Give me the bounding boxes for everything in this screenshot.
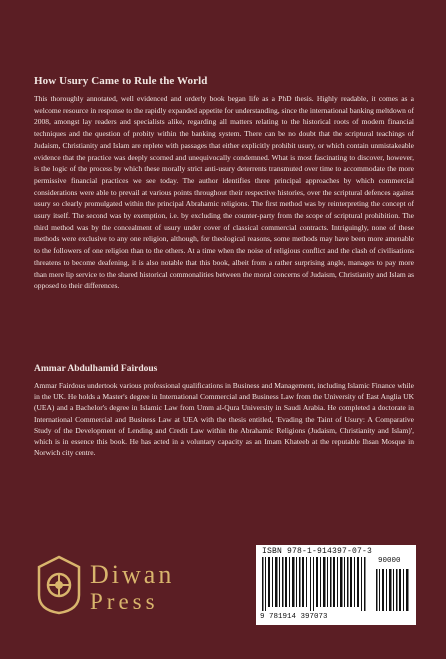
publisher-name-line1: Diwan [90,560,175,589]
author-name: Ammar Abdulhamid Fairdous [34,364,158,374]
publisher-logo [34,555,214,615]
blurb-text: This thoroughly annotated, well evidenced and orderly book began life as a PhD thesis. Highly readable, it comes as a welcome resource in response to the rapidly expanded appetite for understanding, since the international banking meltdown of 2008, amongst lay readers and specialists alike, regarding all matters relating to the historical roots of modern financial techniques and the question of probity within the banking system. There can be no doubt that the scriptural teachings of Judaism, Christianity and Islam are replete with passages that either explicitly prohibit usury, or which contain unmistakeable evidence that the practice was deeply scorned and unequivocally condemned. What is most fascinating to discover, however, is the logic of the process by which these morally strict anti-usury deterrents transmuted over time to accommodate the more permissive financial practices we see today. The author identifies three principal approaches by which commercial considerations were able to prevail at various points throughout their respective histories, over the scriptural defences against usury so clearly promulgated within the principal Abrahamic religions. The first method was by reinterpreting the concept of usury itself. The second was by exemption, i.e. by excluding the counter-party from the scope of scriptural prohibition. The third method was by the concealment of usury under cover of classical commercial contracts. Intriguingly, none of these methods were exclusive to any one religion, although, for theological reasons, some methods may have been more amenable to the followers of one religion than to the others. At a time when the noise of religious conflict and the clash of civilisations threatens to become deafening, it is also notable that this book, albeit from a rather surprising angle, manages to pay more than mere lip service to the shared historical commonalities between the moral concerns of Judaism, Christianity and Islam as opposed to their differences. [34,94,414,291]
barcode-digits: 9 781914 397073 [260,613,328,621]
blurb-title: How Usury Came to Rule the World [34,75,208,87]
author-bio: Ammar Fairdous undertook various professional qualifications in Business and Management, including Islamic Finance while in the UK. He holds a Master's degree in International Commercial and Business Law from the University of East Anglia UK (UEA) and a Bachelor's degree in Islamic Law from Umm al-Qura University in Saudi Arabia. He completed a doctorate in International Commercial and Business Law at UEA with the thesis entitled, 'Evading the Taint of Usury: A Comparative Study of the Development of Lending and Credit Law within the Abrahamic Religions (Judaism, Christianity and Islam)', which is in essence this book. He has acted in a voluntary capacity as an Imam Khateeb at the reputable Ihsan Mosque in Norwich city centre. [34,381,414,458]
barcode [256,545,416,625]
publisher-emblem-icon [34,555,84,615]
publisher-name-line2: Press [90,589,159,614]
price-barcode-icon [374,557,412,611]
isbn-label: ISBN 978-1-914397-07-3 [262,547,373,556]
barcode-bars-icon [260,557,370,611]
price-code: 90000 [378,557,401,565]
